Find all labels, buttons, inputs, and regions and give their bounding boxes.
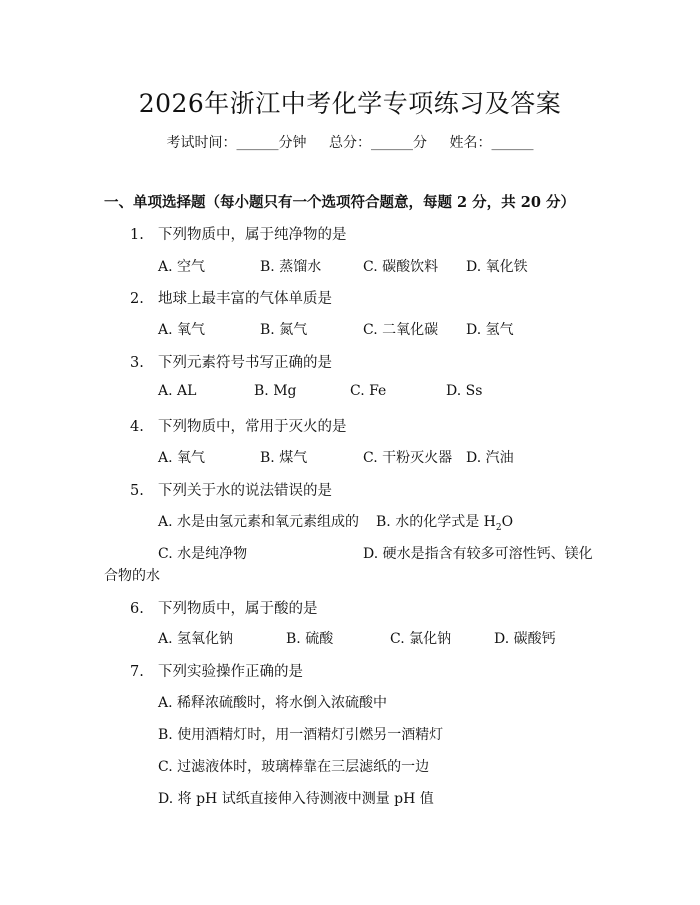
option-b [376, 511, 513, 533]
option-a: A. 氧气 [158, 322, 206, 338]
question-6 [130, 597, 318, 618]
option-c: C. 氯化钠 [390, 631, 452, 647]
option-b: B. Mg [254, 383, 297, 399]
question-number: 3. [130, 355, 144, 371]
option-b: B. 氮气 [260, 322, 308, 338]
option-a: A. 氧气 [158, 450, 206, 466]
option-b: B. 硫酸 [286, 631, 334, 647]
question-number: 6. [130, 601, 144, 617]
question-5 [130, 479, 332, 500]
question-text: 下列物质中，属于酸的是 [158, 601, 318, 617]
question-number: 2. [130, 291, 144, 307]
question-3 [130, 351, 332, 372]
question-2 [130, 287, 332, 308]
option-c: C. 过滤液体时，玻璃棒靠在三层滤纸的一边 [158, 759, 430, 775]
option-d: D. 将 pH 试纸直接伸入待测液中测量 pH 值 [158, 791, 434, 807]
question-text: 下列实验操作正确的是 [158, 664, 303, 680]
question-7 [130, 660, 303, 681]
option-a: A. AL [158, 383, 197, 399]
option-d-wrap: 合物的水 [104, 568, 160, 584]
option-b-tail: O [501, 514, 514, 530]
question-text: 下列元素符号书写正确的是 [158, 355, 332, 371]
question-number: 4. [130, 419, 144, 435]
question-text: 下列物质中，常用于灭火的是 [158, 419, 347, 435]
question-number: 5. [130, 483, 144, 499]
option-d: D. 氢气 [466, 322, 514, 338]
subscript: 2 [495, 522, 502, 533]
option-c: C. 碳酸饮料 [363, 259, 439, 275]
option-c: C. 干粉灭火器 [363, 450, 453, 466]
question-number: 1. [130, 227, 144, 243]
exam-time-field: 考试时间：______分钟 [166, 135, 307, 151]
option-d: D. 碳酸钙 [494, 631, 556, 647]
option-d: D. 汽油 [466, 450, 514, 466]
option-b: B. 蒸馏水 [260, 259, 322, 275]
option-c: C. 二氧化碳 [363, 322, 439, 338]
option-c: C. 水是纯净物 [158, 546, 248, 562]
question-text: 下列关于水的说法错误的是 [158, 483, 332, 499]
option-b-text: B. 水的化学式是 H [376, 514, 496, 530]
option-a: A. 稀释浓硫酸时，将水倒入浓硫酸中 [158, 695, 388, 711]
option-d: D. 硬水是指含有较多可溶性钙、镁化 [363, 546, 593, 562]
option-d: D. 氧化铁 [466, 259, 528, 275]
question-number: 7. [130, 664, 144, 680]
option-a: A. 空气 [158, 259, 206, 275]
option-b: B. 使用酒精灯时，用一酒精灯引燃另一酒精灯 [158, 727, 444, 743]
exam-info [0, 132, 700, 152]
section-heading: 一、单项选择题（每小题只有一个选项符合题意，每题 2 分，共 20 分） [104, 194, 575, 211]
option-a: A. 氢氧化钠 [158, 631, 234, 647]
question-text: 下列物质中，属于纯净物的是 [158, 227, 347, 243]
option-b: B. 煤气 [260, 450, 308, 466]
option-d: D. Ss [446, 383, 483, 399]
question-1 [130, 223, 347, 244]
option-c: C. Fe [350, 383, 387, 399]
question-text: 地球上最丰富的气体单质是 [158, 291, 332, 307]
question-4 [130, 415, 347, 436]
total-score-field: 总分：______分 [329, 135, 427, 151]
page-title: 2026年浙江中考化学专项练习及答案 [138, 89, 562, 118]
option-a: A. 水是由氢元素和氧元素组成的 [158, 514, 360, 530]
student-name-field: 姓名：______ [449, 135, 534, 151]
